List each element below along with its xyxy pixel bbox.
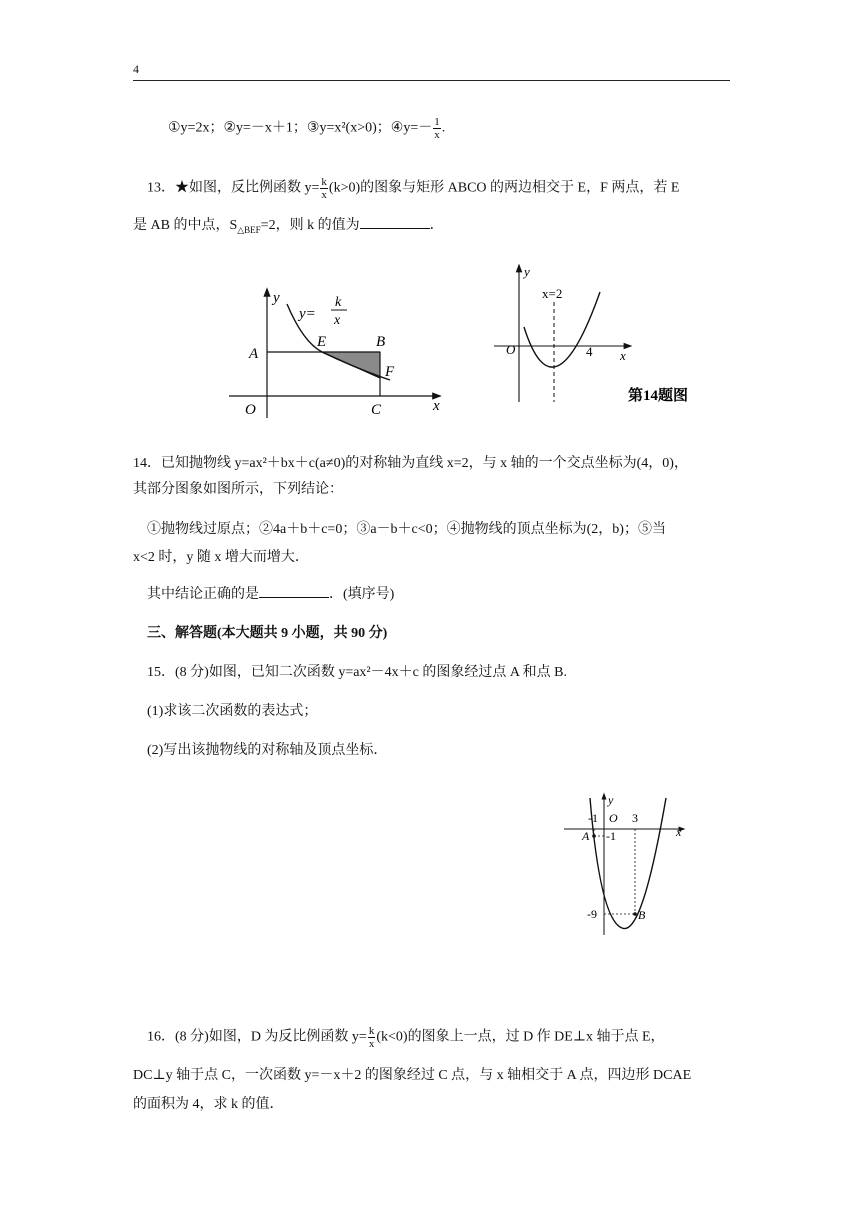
x-neg1-label: -1: [588, 811, 598, 825]
q16-line-1: [147, 1025, 665, 1050]
x-three-label: 3: [632, 811, 638, 825]
answer-blank[interactable]: [259, 585, 329, 598]
q15-line-1: 15．(8 分)如图，已知二次函数 y=ax²－4x＋c 的图象经过点 A 和点 B.: [147, 665, 568, 680]
fraction-numerator: k: [321, 176, 327, 188]
q16-line-3: 的面积为 4，求 k 的值．: [133, 1097, 284, 1112]
q12-option-1: ①y=2x；: [168, 120, 224, 136]
point-a-label: A: [249, 346, 259, 362]
q16-text-post: (k<0)的图象上一点，过 D 作 DE⊥x 轴于点 E，: [376, 1029, 665, 1045]
x-axis-label: x: [620, 348, 626, 363]
q14-line-4: x<2 时，y 随 x 增大而增大．: [133, 550, 309, 565]
y-neg9-label: -9: [587, 907, 597, 921]
section-heading: 三、解答题(本大题共 9 小题，共 90 分): [147, 626, 388, 641]
q16-line-2: DC⊥y 轴于点 C，一次函数 y=－x＋2 的图象经过 C 点，与 x 轴相交于 A 点，四边形 DCAE: [133, 1068, 692, 1083]
q13-line-1: [147, 176, 679, 201]
q14-line-1: 14．已知抛物线 y=ax²＋bx＋c(a≠0)的对称轴为直线 x=2，与 x 轴的一个交点坐标为(4，0)，: [133, 456, 688, 471]
q12-options: ①y=2x；②y=－x＋1；③y=x²(x>0)；④y=－ $\frac{1}{x}$ .: [168, 116, 446, 141]
y-axis-label: y: [608, 793, 614, 807]
x-axis-label: x: [433, 398, 440, 414]
q13-line2-pre: 是 AB 的中点，S: [133, 218, 238, 233]
point-b: [633, 912, 637, 916]
header-rule: [133, 80, 730, 81]
q13-fraction: [320, 176, 328, 201]
q14-line-2: 其部分图象如图所示，下列结论：: [133, 482, 343, 497]
q12-option-4: ④y=－: [390, 120, 433, 136]
point-b-label: B: [376, 334, 386, 350]
origin-label: O: [609, 811, 618, 825]
fraction-denominator: x: [368, 1038, 375, 1050]
q13-subscript: △BEF: [237, 224, 261, 235]
q13-text-post: (k>0)的图象与矩形 ABCO 的两边相交于 E，F 两点，若 E: [328, 180, 680, 196]
q13-text: 13．★如图，反比例函数 y=: [147, 180, 320, 196]
q14-line-3: ①抛物线过原点；②4a＋b＋c=0；③a－b＋c<0；④抛物线的顶点坐标为(2，b)；⑤当: [147, 522, 666, 537]
point-f-label: F: [385, 364, 395, 380]
fig14-diagram: [490, 262, 720, 412]
function-label: y=: [299, 306, 316, 322]
q14-answer-suffix: ．(填序号): [329, 587, 395, 602]
y-axis-label: y: [524, 264, 530, 279]
origin-label: O: [506, 342, 516, 357]
q12-option-4-fraction: [433, 116, 441, 141]
page-number: 4: [133, 62, 139, 76]
q13-line2-post: =2，则 k 的值为: [260, 218, 360, 233]
function-denominator: x: [334, 313, 341, 328]
parabola-curve: [590, 798, 666, 929]
point-a: [592, 834, 596, 838]
q13-line-2: [133, 214, 444, 236]
point-c-label: C: [371, 402, 382, 418]
q12-option-3: ③y=x²(x>0)；: [306, 120, 391, 136]
function-numerator: k: [335, 295, 342, 310]
q14-line-5: [147, 583, 394, 603]
q15-line-3: (2)写出该抛物线的对称轴及顶点坐标．: [147, 743, 388, 758]
figure-caption: 第14题图: [628, 388, 689, 404]
y-neg1-label: -1: [606, 829, 616, 843]
fraction-numerator: k: [368, 1025, 375, 1037]
symmetry-axis-label: x=2: [542, 286, 563, 301]
fig15-diagram: [560, 790, 700, 945]
origin-label: O: [245, 402, 256, 418]
answer-blank[interactable]: [360, 216, 430, 229]
x-axis-label: x: [676, 825, 682, 839]
q15-line-2: (1)求该二次函数的表达式；: [147, 704, 318, 719]
point-a-label: A: [582, 829, 590, 843]
q16-fraction: [368, 1025, 376, 1050]
fig13-diagram: [225, 282, 450, 422]
point-b-label: B: [638, 908, 646, 922]
q12-option-2: ②y=－x＋1；: [223, 120, 307, 136]
fraction-denominator: x: [434, 129, 440, 141]
fraction-numerator: 1: [434, 116, 440, 128]
x-intercept-label: 4: [586, 344, 593, 359]
y-axis-label: y: [273, 290, 280, 306]
q16-text: 16．(8 分)如图，D 为反比例函数 y=: [147, 1029, 367, 1045]
q14-answer-prompt: 其中结论正确的是: [147, 587, 259, 602]
q13-line2-end: ．: [429, 218, 444, 233]
point-e-label: E: [317, 334, 327, 350]
fraction-denominator: x: [321, 189, 327, 201]
